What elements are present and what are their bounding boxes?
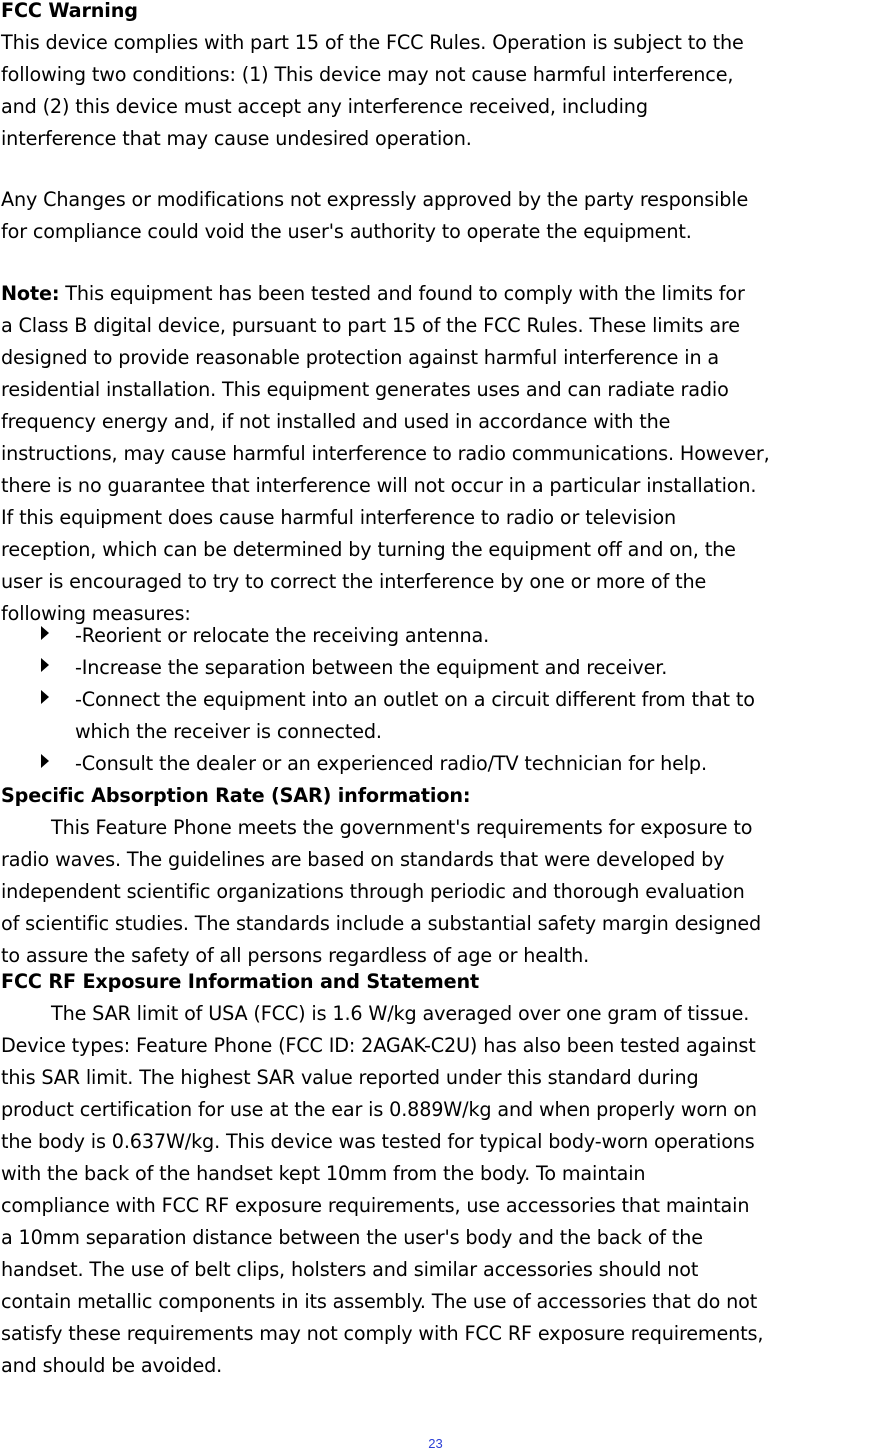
paragraph-line: contain metallic components in its assembly. The use of accessories that do not: [1, 1290, 758, 1313]
paragraph-line: user is encouraged to try to correct the interference by one or more of the: [1, 570, 707, 593]
rf-exposure-heading: FCC RF Exposure Information and Statement: [1, 970, 479, 993]
paragraph-line: satisfy these requirements may not comply with FCC RF exposure requirements,: [1, 1322, 764, 1345]
note-text: This equipment has been tested and found to comply with the limits for: [59, 282, 745, 305]
paragraph-line: the body is 0.637W/kg. This device was tested for typical body-worn operations: [1, 1130, 755, 1153]
paragraph-line: residential installation. This equipment generates uses and can radiate radio: [1, 378, 729, 401]
paragraph-line: a 10mm separation distance between the user's body and the back of the: [1, 1226, 703, 1249]
paragraph-line: designed to provide reasonable protection against harmful interference in a: [1, 346, 720, 369]
list-item: -Consult the dealer or an experienced radio/TV technician for help.: [75, 752, 707, 775]
paragraph-line: and should be avoided.: [1, 1354, 223, 1377]
paragraph-line: reception, which can be determined by turning the equipment off and on, the: [1, 538, 736, 561]
list-item-continuation: which the receiver is connected.: [75, 720, 382, 743]
paragraph-line: to assure the safety of all persons regardless of age or health.: [1, 944, 590, 967]
paragraph-line: product certification for use at the ear is 0.889W/kg and when properly worn on: [1, 1098, 757, 1121]
fcc-warning-heading: FCC Warning: [1, 0, 138, 22]
triangle-bullet-icon: [41, 626, 49, 640]
paragraph-line: instructions, may cause harmful interference to radio communications. However,: [1, 442, 770, 465]
paragraph-line: following two conditions: (1) This device may not cause harmful interference,: [1, 63, 734, 86]
list-item: -Increase the separation between the equipment and receiver.: [75, 656, 668, 679]
paragraph-line: there is no guarantee that interference will not occur in a particular installation.: [1, 474, 757, 497]
paragraph-line: following measures:: [1, 602, 191, 625]
list-item: -Reorient or relocate the receiving antenna.: [75, 624, 490, 647]
paragraph-line: frequency energy and, if not installed and used in accordance with the: [1, 410, 671, 433]
note-label: Note:: [1, 282, 60, 305]
paragraph-line: with the back of the handset kept 10mm from the body. To maintain: [1, 1162, 646, 1185]
paragraph-line: If this equipment does cause harmful interference to radio or television: [1, 506, 677, 529]
paragraph-line: independent scientific organizations through periodic and thorough evaluation: [1, 880, 745, 903]
paragraph-line: Device types: Feature Phone (FCC ID: 2AGAK-C2U) has also been tested against: [1, 1034, 756, 1057]
paragraph-line: and (2) this device must accept any interference received, including: [1, 95, 648, 118]
paragraph-line: Any Changes or modifications not expressly approved by the party responsible: [1, 188, 749, 211]
paragraph-line: a Class B digital device, pursuant to part 15 of the FCC Rules. These limits are: [1, 314, 740, 337]
paragraph-line: interference that may cause undesired operation.: [1, 127, 472, 150]
page-number: 23: [428, 1436, 443, 1451]
triangle-bullet-icon: [41, 658, 49, 672]
paragraph-line: radio waves. The guidelines are based on standards that were developed by: [1, 848, 725, 871]
triangle-bullet-icon: [41, 690, 49, 704]
paragraph-line: This Feature Phone meets the government's requirements for exposure to: [51, 816, 753, 839]
triangle-bullet-icon: [41, 754, 49, 768]
paragraph-line: of scientific studies. The standards include a substantial safety margin designed: [1, 912, 762, 935]
paragraph-line: This device complies with part 15 of the FCC Rules. Operation is subject to the: [1, 31, 744, 54]
paragraph-line: handset. The use of belt clips, holsters and similar accessories should not: [1, 1258, 699, 1281]
sar-heading: Specific Absorption Rate (SAR) information:: [1, 784, 471, 807]
paragraph-line: compliance with FCC RF exposure requirements, use accessories that maintain: [1, 1194, 750, 1217]
note-line: [1, 278, 745, 310]
paragraph-line: for compliance could void the user's authority to operate the equipment.: [1, 220, 692, 243]
list-item: -Connect the equipment into an outlet on a circuit different from that to: [75, 688, 755, 711]
paragraph-line: this SAR limit. The highest SAR value reported under this standard during: [1, 1066, 699, 1089]
paragraph-line: The SAR limit of USA (FCC) is 1.6 W/kg averaged over one gram of tissue.: [51, 1002, 750, 1025]
